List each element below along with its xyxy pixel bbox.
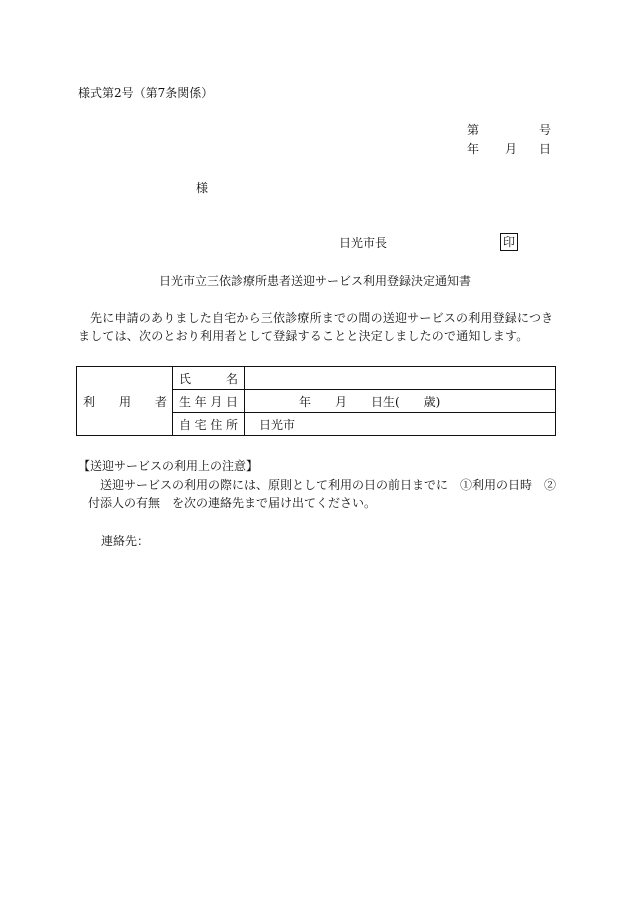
form-number: 様式第2号（第7条関係） (78, 86, 214, 100)
address-value (245, 413, 556, 436)
doc-number-prefix: 第 (467, 123, 480, 137)
addressee-suffix: 様 (196, 181, 209, 195)
name-label: 氏名 (179, 371, 238, 386)
address-label: 自宅住所 (179, 417, 238, 432)
birthdate-label-cell (173, 390, 245, 413)
user-info-table (76, 366, 556, 436)
seal-mark: 印 (500, 233, 518, 251)
birthdate-label: 生年月日 (179, 394, 238, 409)
address-prefix: 日光市 (259, 417, 296, 432)
document-title: 日光市立三依診療所患者送迎サービス利用登録決定通知書 (158, 274, 471, 288)
notice-text: 送迎サービスの利用の際には、原則として利用の日の前日までに ①利用の日時 ②付添人の有無 を次の連絡先まで届け出てください。 (88, 478, 557, 510)
user-group-label: 利 用 者 (77, 367, 173, 436)
date-day-label: 日 (539, 142, 552, 156)
notice-heading: 【送迎サービスの利用上の注意】 (78, 459, 259, 473)
birthdate-value (245, 390, 556, 413)
birthdate-template: 年 月 日生( 歳) (299, 394, 441, 409)
date-month-label: 月 (505, 142, 518, 156)
address-label-cell (173, 413, 245, 436)
contact-label: 連絡先： (101, 534, 150, 548)
date-year-label: 年 (467, 142, 480, 156)
doc-number-suffix: 号 (539, 123, 552, 137)
body-paragraph: 先に申請のありました自宅から三依診療所までの間の送迎サービスの利用登録につきましては、次のとおり利用者として登録することと決定しましたので通知します。 (78, 311, 554, 343)
issuer-name: 日光市長 (339, 236, 388, 250)
name-label-cell (173, 367, 245, 390)
name-value (245, 367, 556, 390)
table-row (77, 367, 556, 390)
